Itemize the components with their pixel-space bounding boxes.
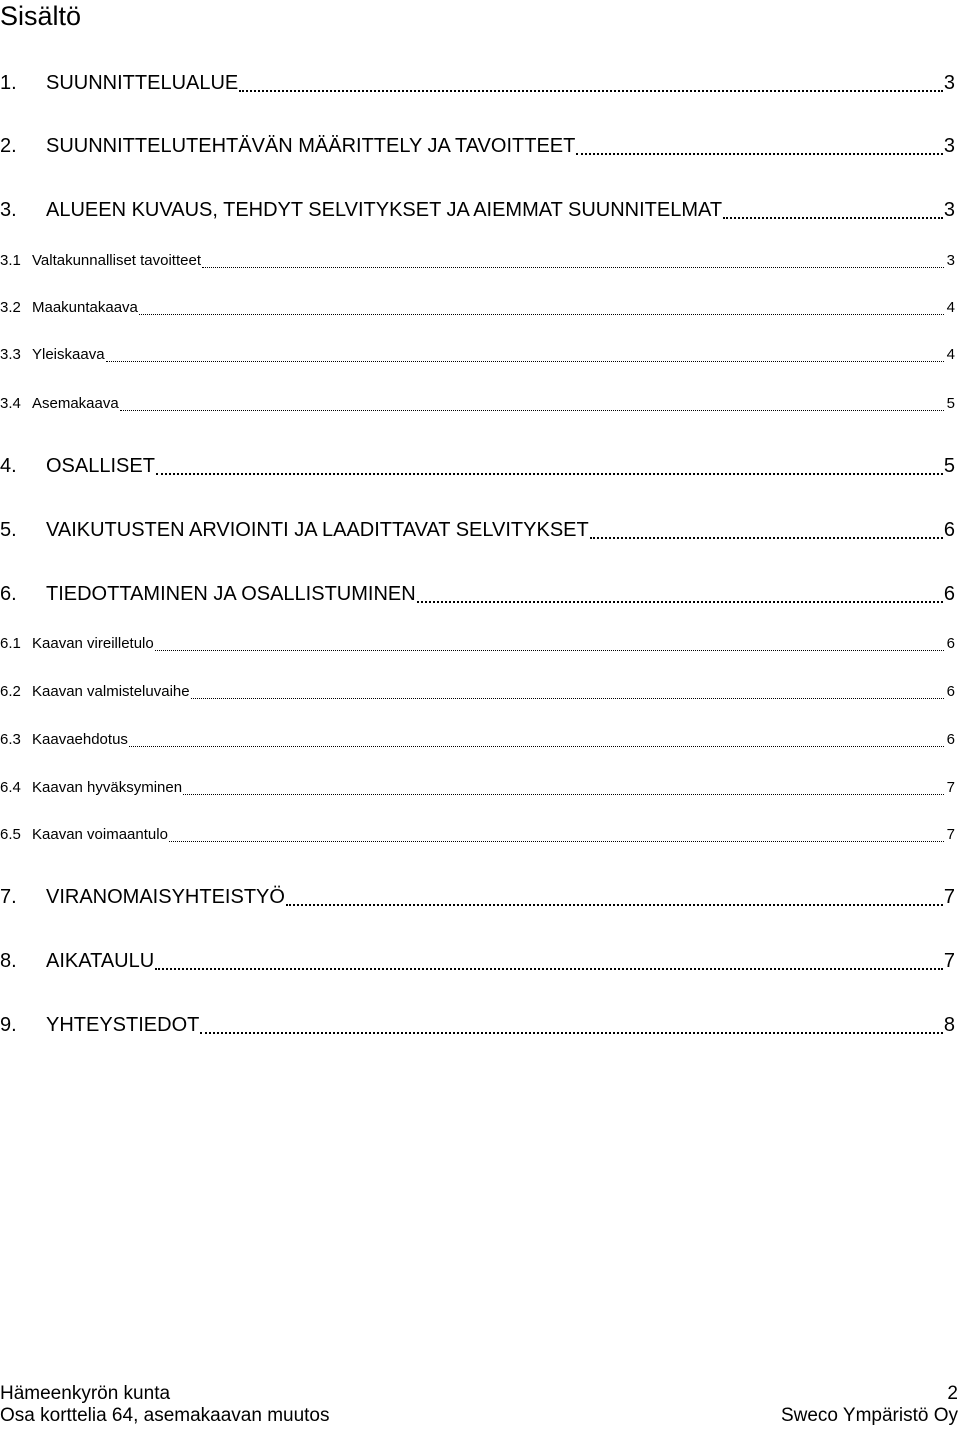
toc-entry[interactable] [0,731,955,751]
toc-dot-leader [155,635,944,655]
footer [0,1383,958,1427]
toc-entry-page: 3 [943,135,955,157]
toc-entry-page: 3 [946,252,955,269]
toc-dot-leader [239,72,943,98]
toc-entry-page: 4 [946,299,955,316]
toc-dot-leader [156,455,943,481]
toc-dot-leader [417,583,943,609]
toc-entry-page: 6 [946,731,955,748]
footer-right [781,1383,958,1427]
toc-entry-page: 8 [943,1014,955,1036]
footer-company: Sweco Ympäristö Oy [780,1405,958,1426]
toc-entry-label: TIEDOTTAMINEN JA OSALLISTUMINEN [46,583,416,605]
toc-entry[interactable] [0,455,955,481]
toc-entry-label: VAIKUTUSTEN ARVIOINTI JA LAADITTAVAT SELVITYKSET [46,519,589,541]
toc-dot-leader [106,346,944,366]
toc-entry-number: 6.4 [0,779,21,796]
page-title: Sisältö [0,1,82,31]
toc-entry-number: 2. [0,135,17,157]
toc-dot-leader [576,135,943,161]
toc-entry[interactable] [0,950,955,976]
toc-entry[interactable] [0,519,955,545]
toc-entry-label: Kaavaehdotus [32,731,128,748]
toc-entry-page: 6 [946,683,955,700]
toc-entry-number: 9. [0,1014,17,1036]
toc-entry-label: Kaavan vireilletulo [32,635,154,652]
toc-entry-page: 6 [943,519,955,541]
toc-dot-leader [155,950,943,976]
footer-municipality: Hämeenkyrön kunta [0,1383,171,1404]
toc-entry-page: 7 [946,826,955,843]
toc-dot-leader [129,731,944,751]
toc-entry-label: YHTEYSTIEDOT [46,1014,200,1036]
toc-entry-number: 6.3 [0,731,21,748]
footer-page-number: 2 [947,1383,958,1404]
toc-entry-number: 3.4 [0,395,21,412]
toc-entry-number: 6.1 [0,635,21,652]
toc-entry-page: 7 [943,886,955,908]
toc-dot-leader [183,779,944,799]
toc-entry-number: 1. [0,72,17,94]
toc-entry-page: 7 [946,779,955,796]
toc-entry-label: Valtakunnalliset tavoitteet [32,252,201,269]
toc-entry-label: VIRANOMAISYHTEISTYÖ [46,886,285,908]
toc-entry-number: 3.3 [0,346,21,363]
toc-entry-label: Asemakaava [32,395,119,412]
toc-dot-leader [169,826,944,846]
toc-entry-page: 6 [943,583,955,605]
toc-entry-number: 3.2 [0,299,21,316]
toc-dot-leader [139,299,944,319]
toc-entry-label: OSALLISET [46,455,155,477]
toc-entry[interactable] [0,395,955,415]
toc-entry-number: 6.2 [0,683,21,700]
toc-dot-leader [590,519,943,545]
toc-entry-number: 7. [0,886,17,908]
footer-document-title: Osa korttelia 64, asemakaavan muutos [0,1405,330,1426]
toc-entry-page: 7 [943,950,955,972]
toc-entry-label: ALUEEN KUVAUS, TEHDYT SELVITYKSET JA AIEMMAT SUUNNITELMAT [46,199,723,221]
toc-entry-number: 4. [0,455,17,477]
footer-left [0,1383,330,1427]
toc-entry-page: 3 [943,72,955,94]
toc-entry[interactable] [0,583,955,609]
toc-entry-label: SUUNNITTELUALUE [46,72,239,94]
toc-entry-page: 4 [946,346,955,363]
toc-entry-label: Yleiskaava [32,346,105,363]
toc-entry-number: 8. [0,950,17,972]
toc-entry-page: 3 [943,199,955,221]
toc-entry-label: SUUNNITTELUTEHTÄVÄN MÄÄRITTELY JA TAVOITTEET [46,135,576,157]
toc-entry-page: 5 [946,395,955,412]
toc-entry-label: Kaavan voimaantulo [32,826,168,843]
toc-entry-number: 5. [0,519,17,541]
toc-entry[interactable] [0,779,955,799]
toc-entry-page: 5 [943,455,955,477]
toc-entry[interactable] [0,199,955,225]
toc-entry-number: 6. [0,583,17,605]
toc-entry[interactable] [0,826,955,846]
toc-entry[interactable] [0,886,955,912]
toc-entry-number: 3.1 [0,252,21,269]
toc-entry-label: AIKATAULU [46,950,155,972]
toc-entry[interactable] [0,346,955,366]
toc-dot-leader [191,683,944,703]
toc-entry[interactable] [0,299,955,319]
toc-entry[interactable] [0,635,955,655]
toc-entry-label: Kaavan valmisteluvaihe [32,683,190,700]
toc-dot-leader [202,252,944,272]
toc-entry-number: 6.5 [0,826,21,843]
toc-dot-leader [200,1014,943,1040]
toc-entry-page: 6 [946,635,955,652]
toc-entry[interactable] [0,252,955,272]
toc-entry[interactable] [0,683,955,703]
toc-entry-number: 3. [0,199,17,221]
toc-entry[interactable] [0,72,955,98]
toc-dot-leader [120,395,944,415]
toc-entry[interactable] [0,135,955,161]
toc-dot-leader [286,886,943,912]
toc-entry[interactable] [0,1014,955,1040]
toc-entry-label: Maakuntakaava [32,299,138,316]
toc-entry-label: Kaavan hyväksyminen [32,779,183,796]
toc-dot-leader [723,199,943,225]
